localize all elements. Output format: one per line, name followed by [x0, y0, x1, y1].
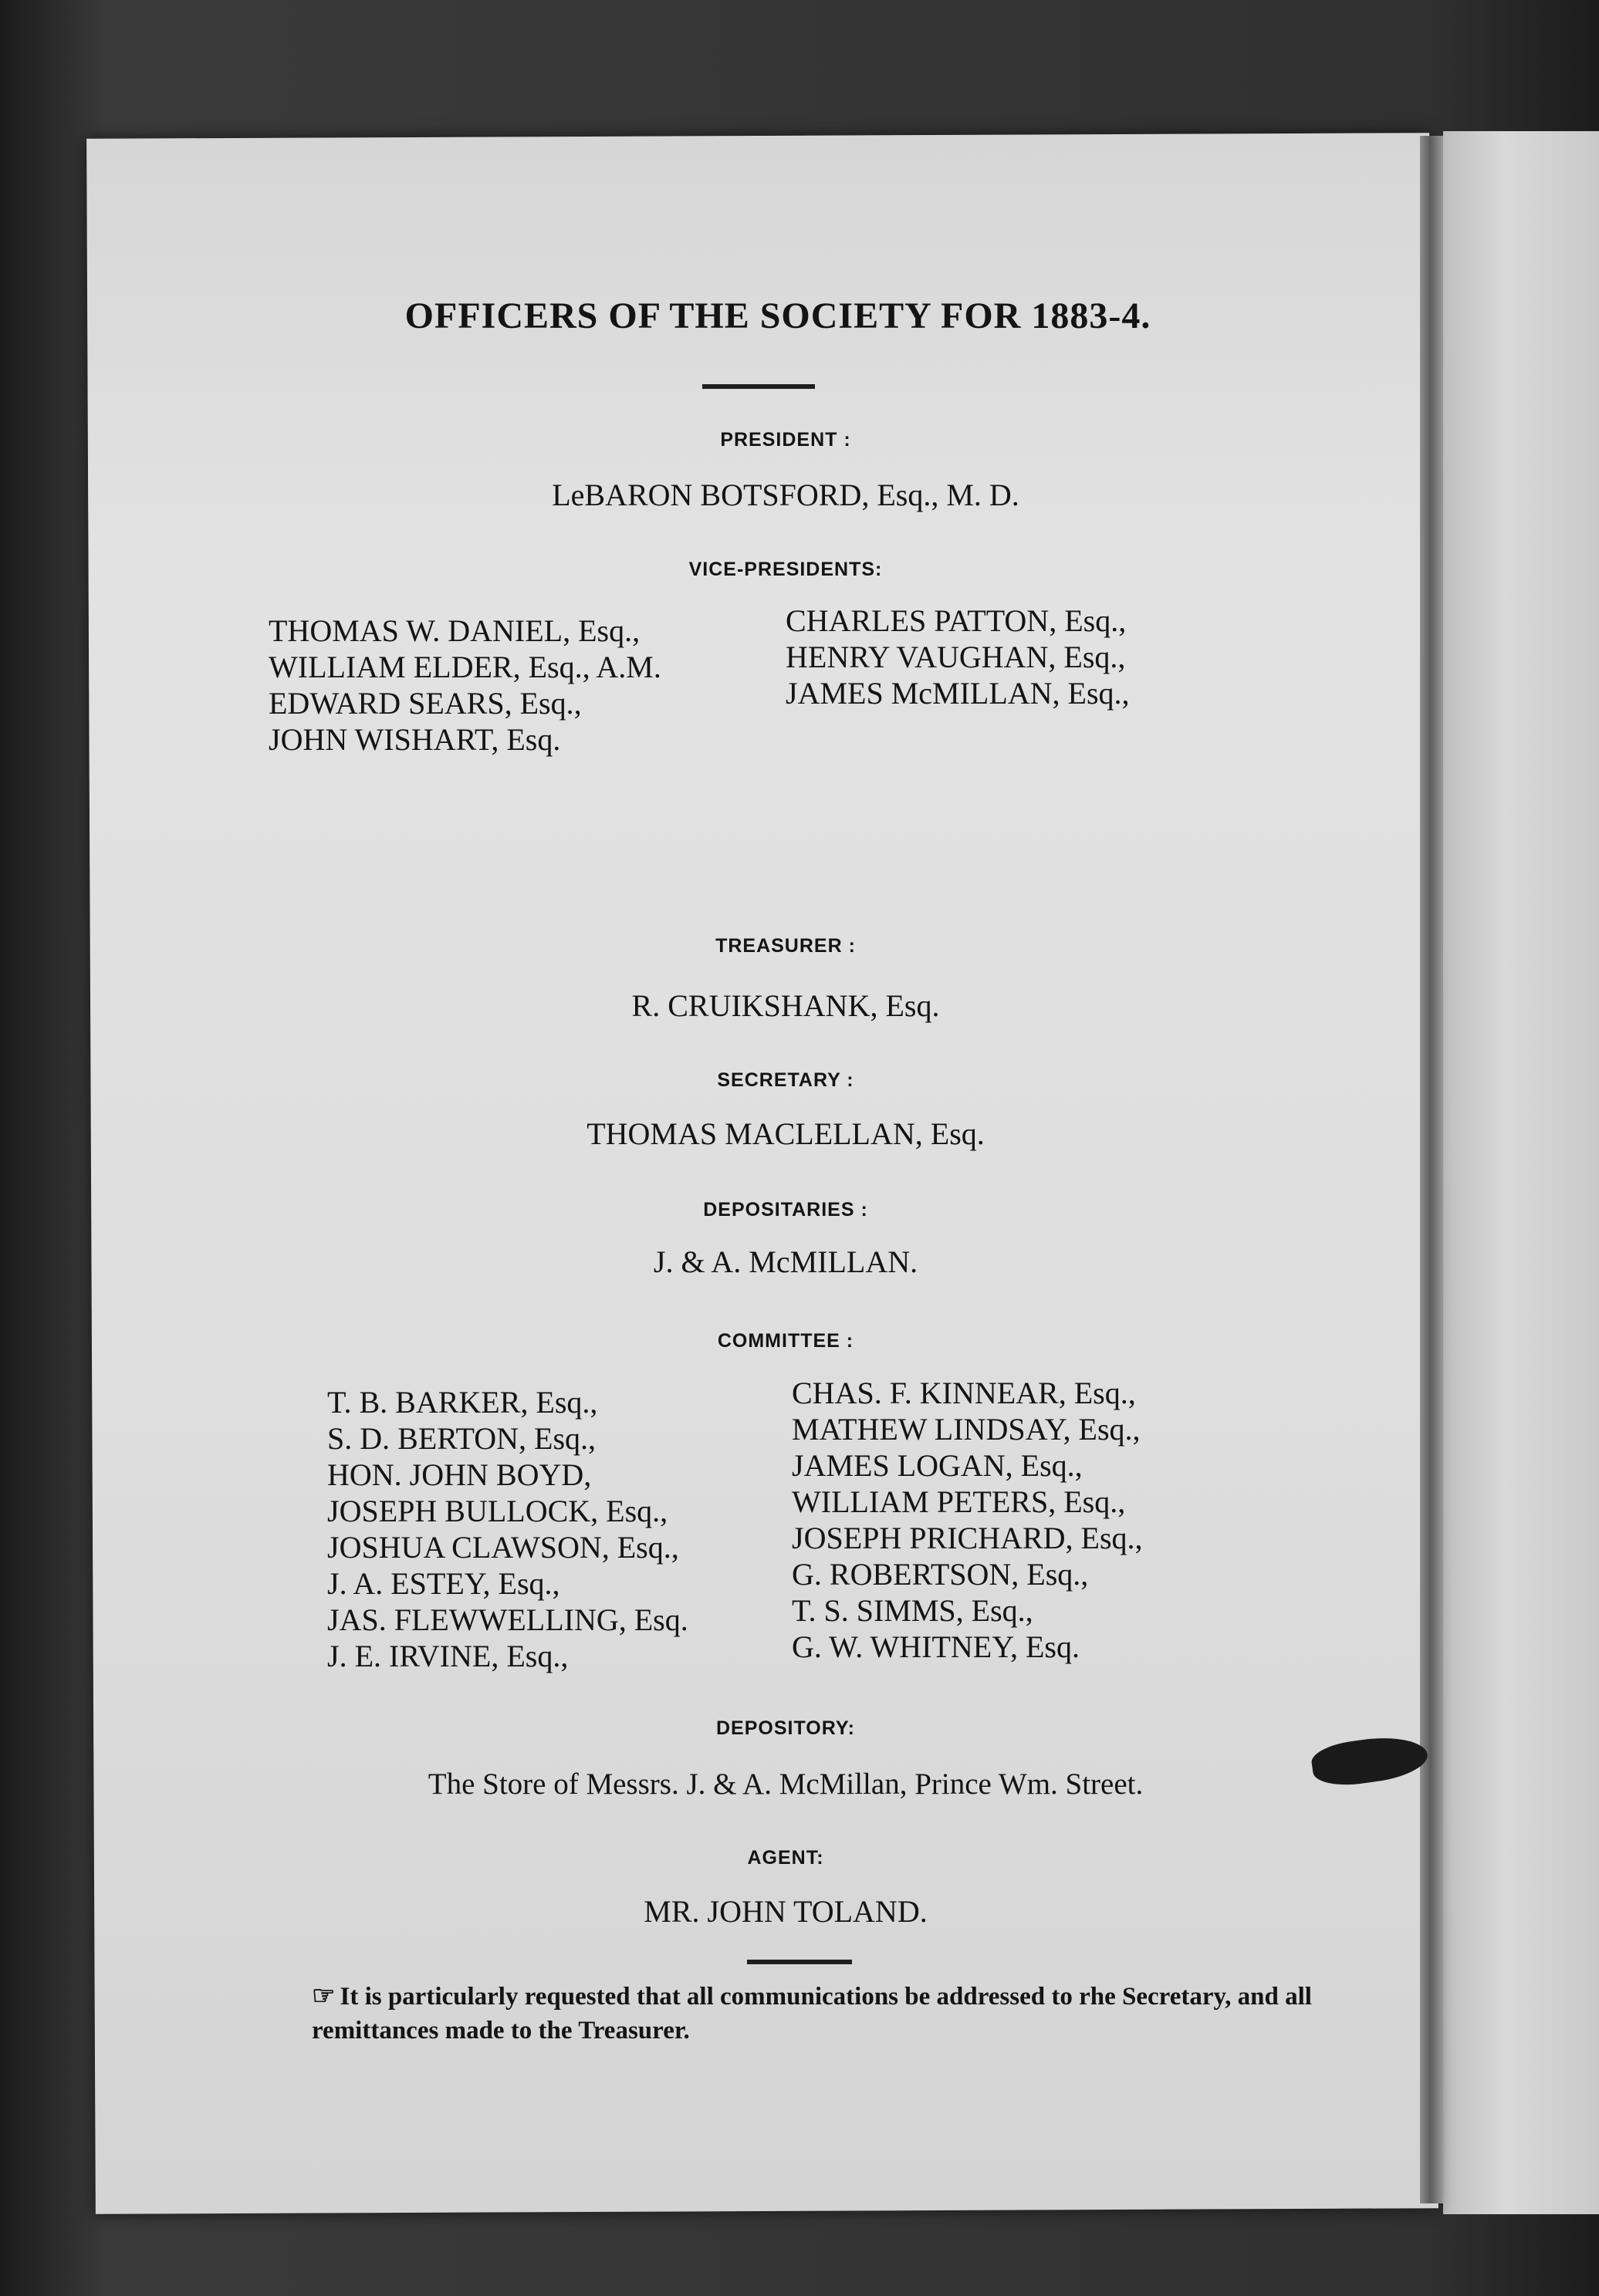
committee-left-column — [327, 1384, 688, 1674]
president-name: LeBARON BOTSFORD, Esq., M. D. — [552, 478, 1019, 512]
vice-president-name: THOMAS W. DANIEL, Esq., — [269, 613, 641, 648]
depositaries-heading: DEPOSITARIES : — [703, 1199, 868, 1221]
footnote-text: It is particularly requested that all communications be addressed to rhe Secretary, and all remittances made to the Treasurer. — [312, 1983, 1312, 2044]
vice-president-name: JAMES McMILLAN, Esq., — [786, 676, 1130, 711]
vice-president-name: EDWARD SEARS, Esq., — [269, 686, 582, 721]
committee-member: S. D. BERTON, Esq., — [327, 1421, 597, 1456]
committee-member: JOSEPH PRICHARD, Esq., — [792, 1521, 1143, 1555]
committee-heading: COMMITTEE : — [717, 1330, 854, 1352]
committee-member: WILLIAM PETERS, Esq., — [792, 1484, 1126, 1519]
depository-text: The Store of Messrs. J. & A. McMillan, Prince Wm. Street. — [428, 1768, 1144, 1801]
committee-member: T. S. SIMMS, Esq., — [792, 1593, 1033, 1628]
pointing-hand-icon: ☞ — [312, 1982, 336, 2011]
vice-president-name: WILLIAM ELDER, Esq., A.M. — [269, 650, 661, 684]
committee-member: T. B. BARKER, Esq., — [327, 1385, 598, 1420]
committee-member: JAMES LOGAN, Esq., — [792, 1448, 1083, 1483]
committee-member: J. A. ESTEY, Esq., — [327, 1566, 560, 1601]
vice-president-name: CHARLES PATTON, Esq., — [786, 603, 1127, 638]
vice-presidents-heading: VICE-PRESIDENTS: — [688, 559, 883, 580]
committee-right-column — [792, 1375, 1143, 1665]
committee-member: J. E. IRVINE, Esq., — [327, 1639, 569, 1673]
committee-member: CHAS. F. KINNEAR, Esq., — [792, 1376, 1136, 1410]
footnote — [312, 1980, 1315, 2048]
vice-president-name: JOHN WISHART, Esq. — [269, 722, 561, 757]
secretary-name: THOMAS MACLELLAN, Esq. — [587, 1116, 985, 1151]
committee-member: MATHEW LINDSAY, Esq., — [792, 1412, 1141, 1447]
treasurer-name: R. CRUIKSHANK, Esq. — [631, 988, 940, 1023]
secretary-heading: SECRETARY : — [717, 1069, 854, 1091]
vice-president-name: HENRY VAUGHAN, Esq., — [786, 640, 1126, 674]
title-divider — [702, 384, 815, 389]
committee-member: G. ROBERTSON, Esq., — [792, 1557, 1089, 1592]
committee-member: JOSEPH BULLOCK, Esq., — [327, 1494, 668, 1528]
page-title: OFFICERS OF THE SOCIETY FOR 1883-4. — [404, 295, 1151, 336]
committee-member: G. W. WHITNEY, Esq. — [792, 1629, 1080, 1664]
committee-member: HON. JOHN BOYD, — [327, 1457, 592, 1492]
page-content — [91, 136, 1434, 2211]
president-heading: PRESIDENT : — [720, 429, 851, 451]
committee-member: JAS. FLEWWELLING, Esq. — [327, 1602, 688, 1637]
depositaries-name: J. & A. McMILLAN. — [653, 1244, 918, 1279]
treasurer-heading: TREASURER : — [715, 935, 856, 957]
depository-heading: DEPOSITORY: — [715, 1717, 855, 1739]
committee-member: JOSHUA CLAWSON, Esq., — [327, 1530, 679, 1565]
vice-presidents-left-column — [269, 613, 661, 758]
vice-presidents-right-column — [786, 603, 1130, 711]
agent-heading: AGENT: — [747, 1847, 824, 1869]
agent-name: MR. JOHN TOLAND. — [644, 1894, 928, 1929]
agent-divider — [747, 1960, 852, 1964]
adjacent-page — [1443, 131, 1599, 2214]
